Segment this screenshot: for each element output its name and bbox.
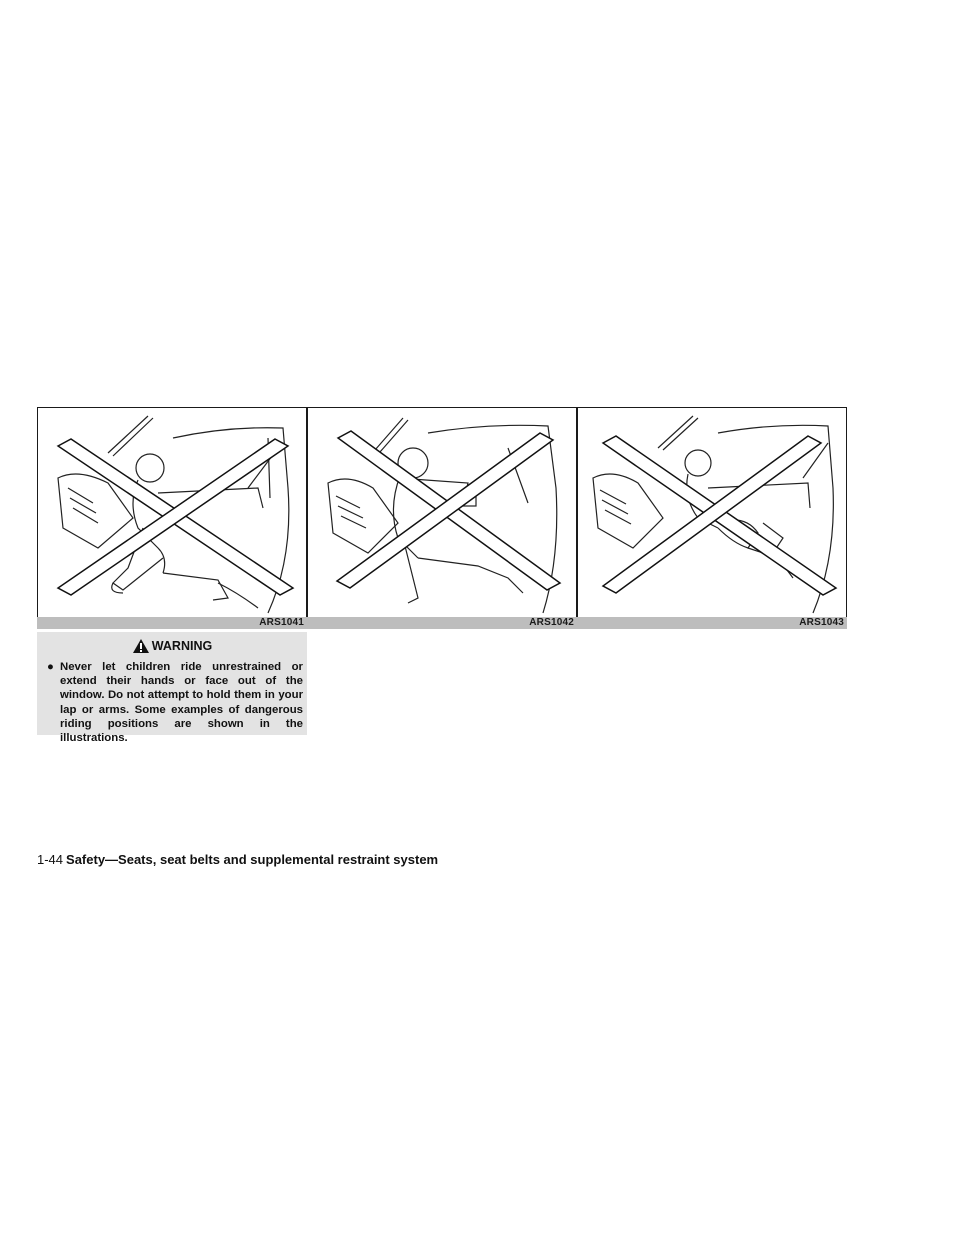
warning-list-item bbox=[47, 660, 303, 745]
figure-caption-bar bbox=[577, 617, 847, 629]
section-title: Safety—Seats, seat belts and supplemental restraint system bbox=[66, 852, 439, 867]
warning-triangle-icon bbox=[132, 638, 150, 654]
child-riding-illustration-1 bbox=[38, 408, 306, 628]
illustration-unrestrained-child-1 bbox=[37, 407, 307, 629]
warning-text: Never let children ride unrestrained or extend their hands or face out of the window. Do not attempt to hold them in your lap or arms. Some examples of dangerous riding positions are shown in the illustrations. bbox=[60, 661, 303, 745]
page-footer bbox=[37, 852, 438, 868]
figure-id-label: ARS1043 bbox=[799, 617, 844, 628]
figure-id-label: ARS1041 bbox=[259, 617, 304, 628]
figure-caption-bar bbox=[307, 617, 577, 629]
figure-caption-bar bbox=[37, 617, 307, 629]
figure-id-label: ARS1042 bbox=[529, 617, 574, 628]
warning-title: WARNING bbox=[151, 639, 213, 653]
bullet-icon: ● bbox=[47, 661, 54, 673]
child-riding-illustration-3 bbox=[578, 408, 846, 628]
child-riding-illustration-2 bbox=[308, 408, 576, 628]
page-number: 1-44 bbox=[37, 852, 64, 867]
illustration-unrestrained-child-3 bbox=[577, 407, 847, 629]
warning-heading bbox=[37, 636, 307, 656]
warning-box bbox=[37, 632, 307, 745]
illustration-unrestrained-child-2 bbox=[307, 407, 577, 629]
